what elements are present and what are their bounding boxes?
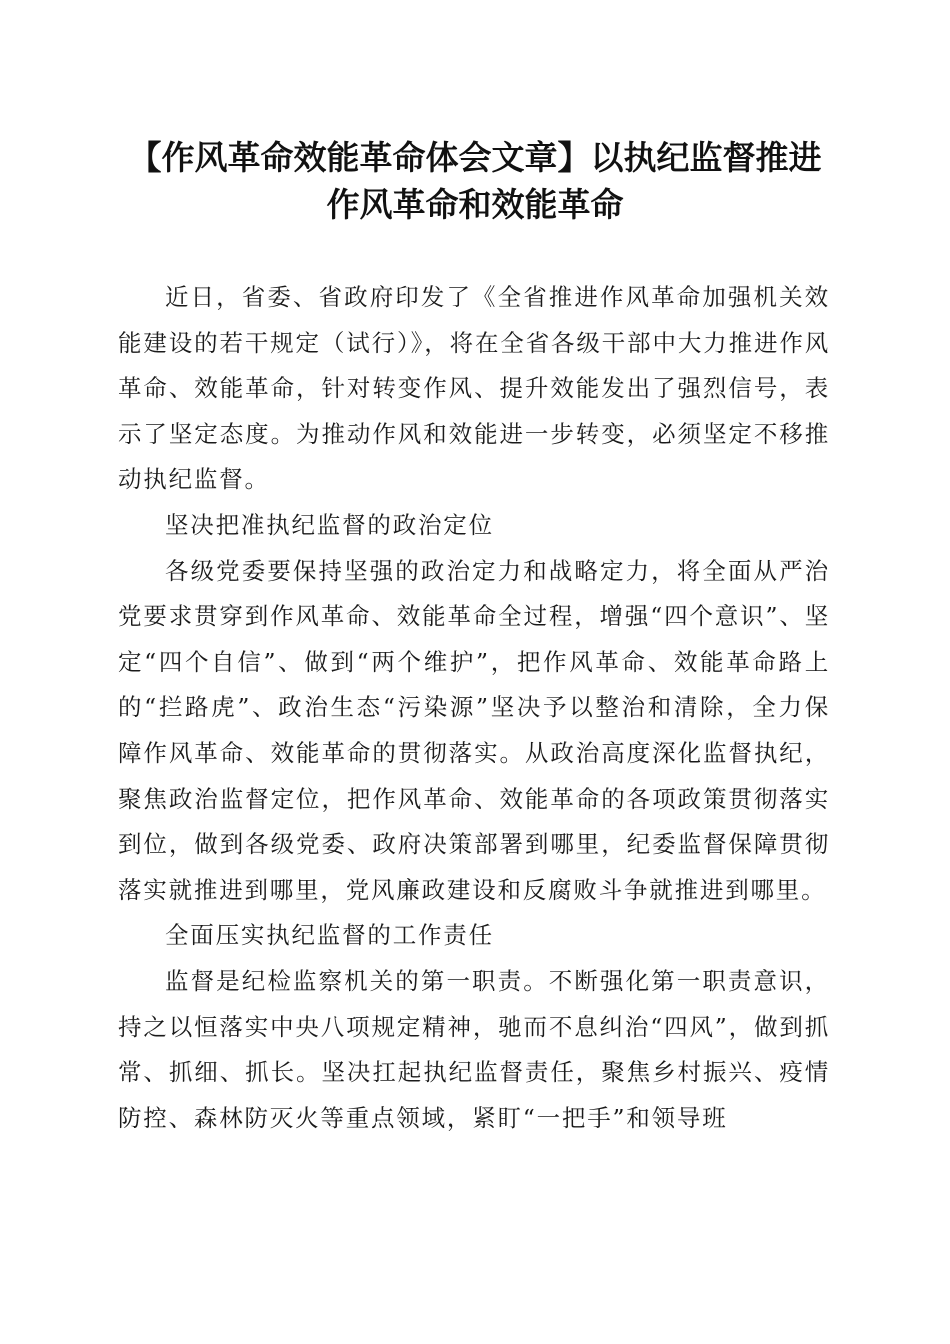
paragraph-political-positioning: 各级党委要保持坚强的政治定力和战略定力，将全面从严治党要求贯穿到作风革命、效能革命全过程，增强“四个意识”、坚定“四个自信”、做到“两个维护”，把作风革命、效能革命路上的“拦路虎”、政治生态“污染源”坚决予以整治和清除，全力保障作风革命、效能革命的贯彻落实。从政治高度深化监督执纪，聚焦政治监督定位，把作风革命、效能革命的各项政策贯彻落实到位，做到各级党委、政府决策部署到哪里，纪委监督保障贯彻落实就推进到哪里，党风廉政建设和反腐败斗争就推进到哪里。 xyxy=(118,556,830,904)
document-body xyxy=(118,275,830,1141)
document-title: 【作风革命效能革命体会文章】以执纪监督推进作风革命和效能革命 xyxy=(128,138,822,224)
paragraph-work-responsibility: 监督是纪检监察机关的第一职责。不断强化第一职责意识，持之以恒落实中央八项规定精神，驰而不息纠治“四风”，做到抓常、抓细、抓长。坚决扛起执纪监督责任，聚焦乡村振兴、疫情防控、森林防灭火等重点领域，紧盯“一把手”和领导班 xyxy=(118,966,830,1132)
section-heading-work-responsibility: 全面压实执纪监督的工作责任 xyxy=(165,921,494,950)
section-heading-political-positioning: 坚决把准执纪监督的政治定位 xyxy=(165,510,494,539)
paragraph-intro: 近日，省委、省政府印发了《全省推进作风革命加强机关效能建设的若干规定（试行）》，将在全省各级干部中大力推进作风革命、效能革命，针对转变作风、提升效能发出了强烈信号，表示了坚定态度。为推动作风和效能进一步转变，必须坚定不移推动执纪监督。 xyxy=(118,283,830,494)
